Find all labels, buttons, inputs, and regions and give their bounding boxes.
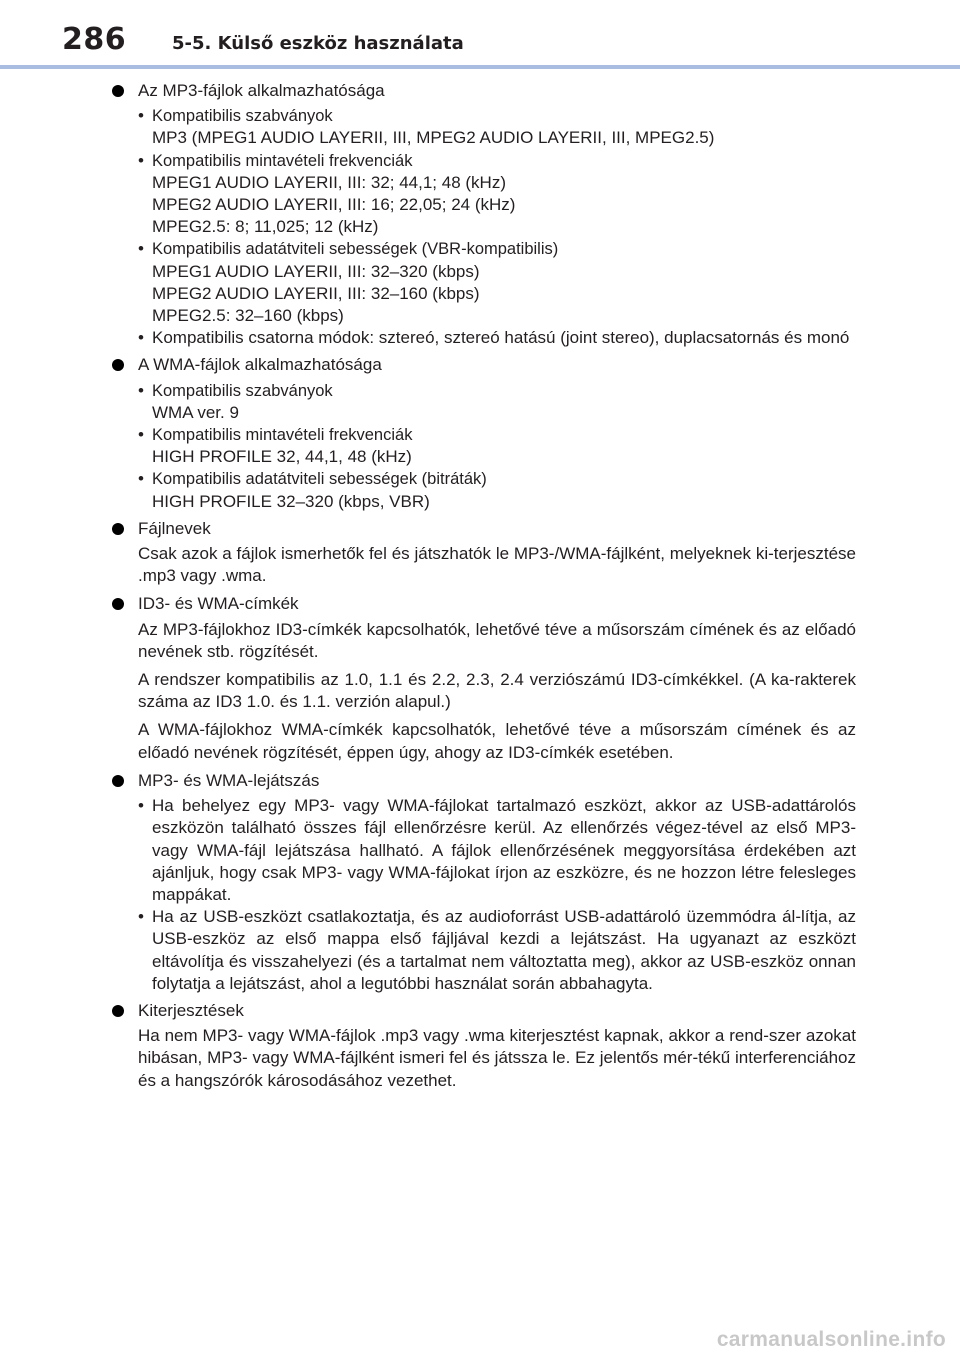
- list-bullet: •: [138, 425, 144, 445]
- header-rule: [0, 65, 960, 69]
- list-item-value: MPEG2.5: 8; 11,025; 12 (kHz): [152, 217, 379, 237]
- list-item: [138, 795, 856, 906]
- section-heading-text: Fájlnevek: [138, 518, 211, 538]
- page-number: 286: [62, 22, 127, 57]
- section-heading: [138, 1000, 856, 1022]
- section-heading: [138, 770, 856, 792]
- section-heading: [138, 354, 856, 376]
- list-item-value: MPEG1 AUDIO LAYERII, III: 32; 44,1; 48 (kHz): [152, 172, 506, 192]
- list-item: [138, 150, 856, 239]
- paragraph: A rendszer kompatibilis az 1.0, 1.1 és 2.2, 2.3, 2.4 verziószámú ID3-címkékkel. (A ka-rakterek száma az ID3 1.0. és 1.1. verzión alapul.): [138, 670, 856, 712]
- list-item-text: Ha behelyez egy MP3- vagy WMA-fájlokat tartalmazó eszközt, akkor az USB-adattárolós eszközön található összes fájl ellenőrzésre kerül. Az ellenőrzés végez-tével az első MP3- vagy WMA-fájl lejátszása hallható. A fájlok ellenőrzésének meggyorsítása érdekében azt ajánljuk, hogy csak MP3- vagy WMA-fájlokat írjon az eszközre, és ne hozzon létre felesleges mappákat.: [152, 796, 856, 904]
- bullet-dot-icon: [112, 775, 124, 787]
- list-item: [138, 906, 856, 995]
- list-item-text: Ha az USB-eszközt csatlakoztatja, és az audioforrást USB-adattároló üzemmódra ál-lítja, az USB-eszköz az első mappa első fájljával kezdi a lejátszást. Ha ugyanazt az eszközt eltávolítja és visszahelyezi (és a tartalmat nem változtatta meg), akkor az USB-eszköz onnan folytatja a lejátszást, ahol a legutóbbi használat során abbahagyta.: [152, 907, 856, 993]
- page-content: [110, 80, 856, 1098]
- section-heading: [138, 518, 856, 540]
- paragraph: Csak azok a fájlok ismerhetők fel és játszhatók le MP3-/WMA-fájlként, melyeknek ki-terjesztése .mp3 vagy .wma.: [138, 544, 856, 586]
- list-bullet: •: [138, 469, 144, 489]
- list-item-value: MPEG2 AUDIO LAYERII, III: 32–160 (kbps): [152, 283, 480, 303]
- bullet-dot-icon: [112, 1005, 124, 1017]
- watermark: carmanualsonline.info: [716, 1328, 946, 1351]
- list-bullet: •: [138, 796, 144, 816]
- sub-list: [138, 795, 856, 995]
- content-section: [110, 770, 856, 995]
- list-item: [138, 327, 856, 349]
- list-item-title: Kompatibilis szabványok: [152, 381, 333, 400]
- list-item-text: Kompatibilis csatorna módok: sztereó, sztereó hatású (joint stereo), duplacsatornás és monó: [152, 328, 850, 348]
- page-header: [0, 0, 960, 70]
- list-item: [138, 468, 856, 512]
- bullet-dot-icon: [112, 598, 124, 610]
- list-item-value: WMA ver. 9: [152, 402, 239, 422]
- list-item-value: MPEG2 AUDIO LAYERII, III: 16; 22,05; 24 (kHz): [152, 195, 516, 215]
- sub-list: [138, 105, 856, 349]
- list-item: [138, 105, 856, 149]
- list-item-value: HIGH PROFILE 32–320 (kbps, VBR): [152, 491, 430, 511]
- list-item: [138, 424, 856, 468]
- list-item: [138, 238, 856, 327]
- paragraph: A WMA-fájlokhoz WMA-címkék kapcsolhatók, lehetővé téve a műsorszám címének és az előadó nevének rögzítését, éppen úgy, ahogy az ID3-címkék esetében.: [138, 720, 856, 762]
- paragraph: Ha nem MP3- vagy WMA-fájlok .mp3 vagy .wma kiterjesztést kapnak, akkor a rend-szer azokat hibásan, MP3- vagy WMA-fájlként ismeri fel és játssza le. Ez jelentős mér-tékű interferenciához és a hangszórók károsodásához vezethet.: [138, 1026, 856, 1090]
- list-item-title: Kompatibilis adatátviteli sebességek (VBR-kompatibilis): [152, 240, 559, 259]
- list-item-value: MPEG1 AUDIO LAYERII, III: 32–320 (kbps): [152, 261, 480, 281]
- content-section: [110, 1000, 856, 1092]
- section-heading-text: Kiterjesztések: [138, 1000, 244, 1020]
- sub-list: [138, 380, 856, 513]
- list-item-title: Kompatibilis mintavételi frekvenciák: [152, 426, 413, 445]
- list-item: [138, 380, 856, 424]
- bullet-dot-icon: [112, 359, 124, 371]
- content-section: [110, 518, 856, 588]
- list-item-value: MP3 (MPEG1 AUDIO LAYERII, III, MPEG2 AUDIO LAYERII, III, MPEG2.5): [152, 128, 715, 148]
- content-section: [110, 593, 856, 763]
- bullet-dot-icon: [112, 85, 124, 97]
- content-section: [110, 354, 856, 512]
- section-heading: [138, 80, 856, 102]
- section-heading: [138, 593, 856, 615]
- list-bullet: •: [138, 106, 144, 126]
- section-heading-text: A WMA-fájlok alkalmazhatósága: [138, 355, 382, 375]
- list-bullet: •: [138, 907, 144, 927]
- list-bullet: •: [138, 328, 144, 348]
- list-bullet: •: [138, 380, 144, 400]
- bullet-dot-icon: [112, 523, 124, 535]
- section-title: 5-5. Külső eszköz használata: [172, 33, 464, 54]
- list-item-title: Kompatibilis szabványok: [152, 107, 333, 126]
- list-bullet: •: [138, 239, 144, 259]
- list-item-title: Kompatibilis adatátviteli sebességek (bitráták): [152, 470, 487, 489]
- section-heading-text: Az MP3-fájlok alkalmazhatósága: [138, 81, 385, 100]
- list-item-value: HIGH PROFILE 32, 44,1, 48 (kHz): [152, 447, 412, 467]
- list-item-title: Kompatibilis mintavételi frekvenciák: [152, 151, 413, 170]
- section-heading-text: MP3- és WMA-lejátszás: [138, 770, 320, 790]
- section-heading-text: ID3- és WMA-címkék: [138, 594, 299, 614]
- paragraph: Az MP3-fájlokhoz ID3-címkék kapcsolhatók, lehetővé téve a műsorszám címének és az előadó nevének stb. rögzítését.: [138, 619, 856, 661]
- list-bullet: •: [138, 150, 144, 170]
- list-item-value: MPEG2.5: 32–160 (kbps): [152, 306, 344, 326]
- content-section: [110, 80, 856, 349]
